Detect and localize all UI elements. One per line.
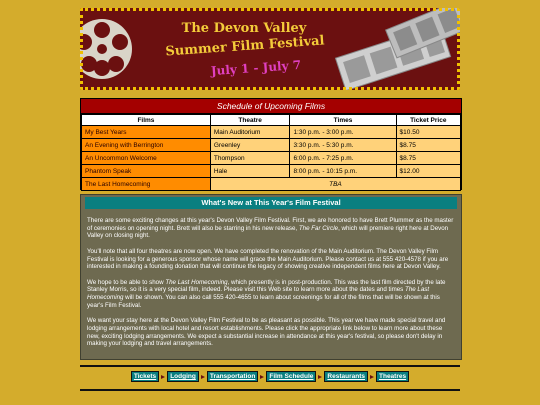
news-paragraph: We hope to be able to show The Last Homecoming, which presently is in post-production. This was the last film directed by the late Stanley Morris, so it is a very special film, indeed. Please visit this Web site to learn more about the dates and times The Last Homecoming will be shown. You can also call 555 420-4655 to learn about screenings for all of the films that will be shown at this year's Film Festival. [87, 278, 446, 309]
whats-new-section [80, 194, 462, 360]
schedule-header-row [82, 115, 461, 126]
top-divider [80, 365, 460, 367]
theatre-name: Thompson [210, 152, 290, 165]
nav-link-restaurants[interactable]: Restaurants [324, 371, 368, 382]
ticket-price: $8.75 [396, 152, 460, 165]
bottom-divider [80, 389, 460, 391]
film-title: The Last Homecoming [82, 178, 211, 191]
footer-nav [80, 371, 460, 382]
triangle-separator-icon [260, 374, 264, 378]
ticket-price: $12.00 [396, 165, 460, 178]
show-times: 8:00 p.m. - 10:15 p.m. [290, 165, 396, 178]
banner-dates: July 1 - July 7 [210, 57, 302, 79]
triangle-separator-icon [318, 374, 322, 378]
triangle-separator-icon [370, 374, 374, 378]
banner-title-line1: The Devon Valley [181, 21, 307, 36]
theatre-name: Main Auditorium [210, 126, 290, 139]
theatre-name: Hale [210, 165, 290, 178]
film-title: An Uncommon Welcome [82, 152, 211, 165]
news-paragraph: You'll note that all four theatres are now open. We have completed the renovation of the Main Auditorium. The Devon Valley Film Festival is looking for a generous sponsor whose name will grace the Main Auditorium. Please contact us at 555 420-4578 if you are interested in making a founding donation that will continue the legacy of showing creative independent films here at Devon Valley. [87, 247, 449, 271]
table-row [82, 152, 461, 165]
nav-link-theatres[interactable]: Theatres [376, 371, 409, 382]
news-paragraph: We want your stay here at the Devon Valley Film Festival to be as pleasant as possible. This year we have made special travel and lodging arrangements with local hotel and resort establishments. Please click the appropriate link below to learn more about these new, exciting lodging arrangements. We expect a substantial increase in attendance at this year's festival, so please don't delay in making your lodging and travel arrangements. [87, 317, 446, 348]
film-title: Phantom Speak [82, 165, 211, 178]
show-times: 3:30 p.m. - 5:30 p.m. [290, 139, 396, 152]
whats-new-title: What's New at This Year's Film Festival [85, 197, 457, 209]
schedule-caption: Schedule of Upcoming Films [81, 99, 461, 114]
header-times: Times [290, 115, 396, 126]
table-row [82, 139, 461, 152]
table-row [82, 165, 461, 178]
table-row [82, 126, 461, 139]
schedule-table [80, 98, 462, 190]
header-theatre: Theatre [210, 115, 290, 126]
tba-cell: TBA [210, 178, 460, 191]
triangle-separator-icon [161, 374, 165, 378]
nav-link-film-schedule[interactable]: Film Schedule [266, 371, 316, 382]
nav-link-tickets[interactable]: Tickets [131, 371, 159, 382]
nav-link-lodging[interactable]: Lodging [167, 371, 199, 382]
film-title: My Best Years [82, 126, 211, 139]
ticket-price: $8.75 [396, 139, 460, 152]
show-times: 6:00 p.m. - 7:25 p.m. [290, 152, 396, 165]
triangle-separator-icon [201, 374, 205, 378]
banner-title-line2: Summer Film Festival [164, 33, 326, 60]
header-films: Films [82, 115, 211, 126]
theatre-name: Greenley [210, 139, 290, 152]
nav-link-transportation[interactable]: Transportation [207, 371, 259, 382]
show-times: 1:30 p.m. - 3:00 p.m. [290, 126, 396, 139]
table-row [82, 178, 461, 191]
news-paragraph: There are some exciting changes at this year's Devon Valley Film Festival. First, we are honored to have Brett Plummer as the master of ceremonies on opening night. Brett will also be starring in his new release, The Far Circle, which will premiere right here at Devon Valley on closing night. [87, 217, 454, 240]
header-ticket-price: Ticket Price [396, 115, 460, 126]
ticket-price: $10.50 [396, 126, 460, 139]
banner-dotted-border [80, 8, 460, 90]
festival-banner [80, 8, 460, 90]
film-title: An Evening with Berrington [82, 139, 211, 152]
